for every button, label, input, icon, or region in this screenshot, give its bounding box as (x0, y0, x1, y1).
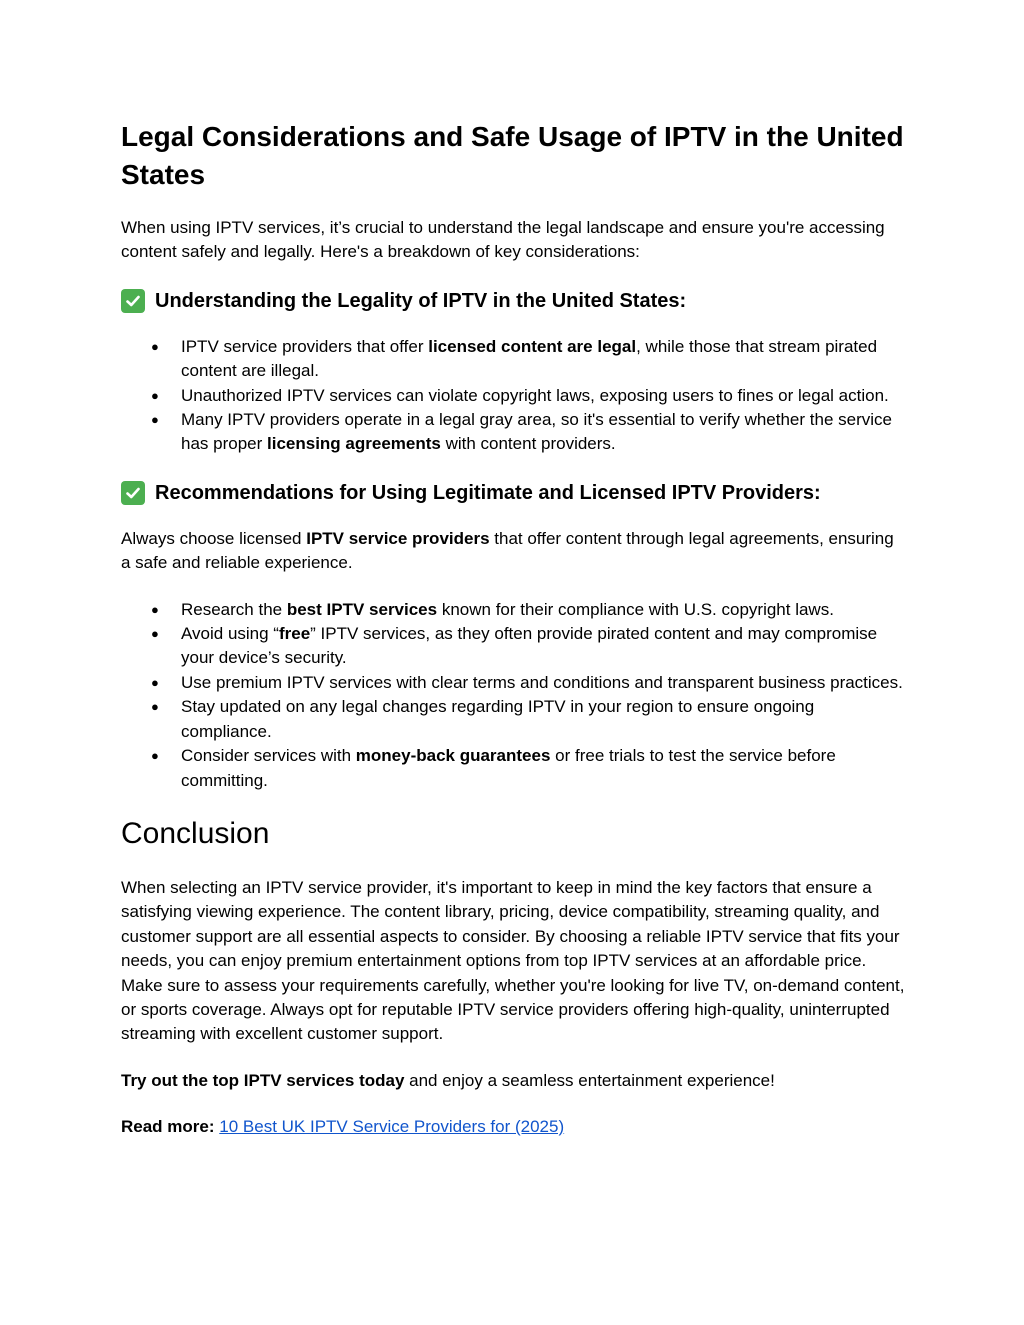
intro-paragraph: When using IPTV services, it’s crucial to understand the legal landscape and ensure you're accessing content safely and legally. Here's a breakdown of key considerations: (121, 218, 885, 262)
bullet-icon: ● (151, 387, 159, 403)
bullet-icon: ● (151, 338, 159, 354)
list-item: ● Use premium IPTV services with clear terms and conditions and transparent business practices. (121, 671, 906, 695)
conclusion-heading: Conclusion (121, 816, 270, 850)
list-item: ● Consider services with money-back guarantees or free trials to test the service before committing. (151, 746, 836, 790)
list-item: ● Avoid using “free” IPTV services, as they often provide pirated content and may compromise your device’s security. (151, 624, 878, 668)
check-mark-icon (121, 289, 145, 313)
page-title: Legal Considerations and Safe Usage of IPTV in the United States (121, 121, 904, 190)
list-item: ● IPTV service providers that offer licensed content are legal, while those that stream pirated content are illegal. (151, 336, 878, 381)
list-item: ● Unauthorized IPTV services can violate copyright laws, exposing users to fines or legal action. (121, 384, 906, 408)
list-item: ● Research the best IPTV services known for their compliance with U.S. copyright laws. (121, 598, 906, 622)
bullet-icon: ● (151, 674, 159, 690)
section-heading-label: Recommendations for Using Legitimate and Licensed IPTV Providers: (155, 481, 821, 504)
legality-list (121, 335, 906, 457)
section-heading-recommendations (121, 479, 906, 507)
bullet-icon: ● (151, 699, 159, 715)
read-more (121, 1115, 906, 1139)
section-heading-label: Understanding the Legality of IPTV in the United States: (155, 289, 687, 312)
read-more-label: Read more: (121, 1117, 215, 1137)
bullet-icon: ● (151, 412, 159, 428)
list-item: ● Many IPTV providers operate in a legal gray area, so it's essential to verify whether the service has proper licensing agreements with content providers. (151, 410, 892, 454)
conclusion-paragraph-1: When selecting an IPTV service provider, it's important to keep in mind the key factors that ensure a satisfying viewing experience. The content library, pricing, device compatibility, streaming quality, and customer support are all essential aspects to consider. By choosing a reliable IPTV service that fits your needs, you can enjoy premium entertainment options from top IPTV services at an affordable price. (121, 877, 900, 971)
bullet-icon: ● (151, 748, 159, 764)
document-page (121, 118, 906, 1140)
recommendations-paragraph: Always choose licensed IPTV service providers that offer content through legal agreements, ensuring a safe and reliable experience. (121, 528, 894, 573)
list-item: ● Stay updated on any legal changes regarding IPTV in your region to ensure ongoing compliance. (151, 697, 815, 741)
read-more-link[interactable]: 10 Best UK IPTV Service Providers for (2025) (219, 1117, 565, 1137)
bullet-icon: ● (151, 626, 159, 642)
conclusion-paragraph-2: Make sure to assess your requirements carefully, whether you're looking for live TV, on-demand content, or sports coverage. Always opt for reputable IPTV service providers offering high-quality, uninterrupted streaming with excellent customer support. (121, 975, 905, 1044)
bullet-icon: ● (151, 601, 159, 617)
call-to-action: Try out the top IPTV services today and enjoy a seamless entertainment experience! (121, 1070, 775, 1090)
check-mark-icon (121, 481, 145, 505)
recommendations-list (121, 598, 906, 793)
section-heading-legality (121, 287, 906, 315)
